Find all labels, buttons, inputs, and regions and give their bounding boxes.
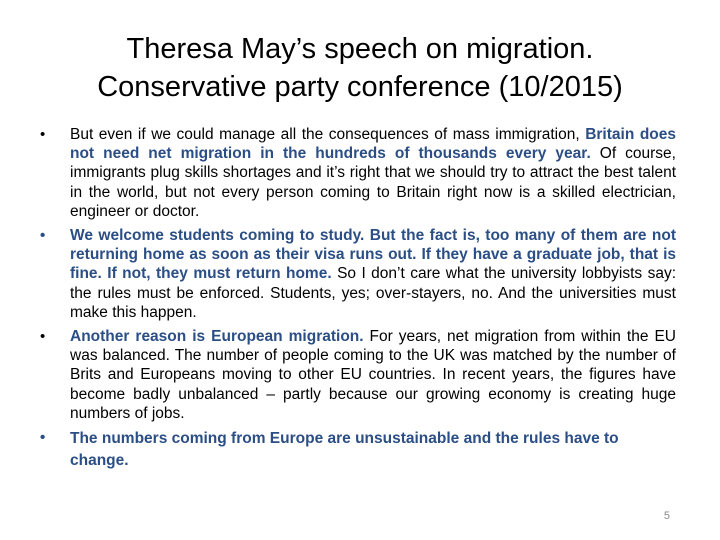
bullet-item [40, 125, 676, 221]
bullet-text: But even if we could manage all the consequences of mass immigration, [70, 126, 586, 143]
bullet-item [40, 226, 676, 322]
bullet-emphasis: Britain does not need net migration in the hundreds of thousands every year. [70, 126, 676, 163]
bullet-emphasis: Another reason is European migration. [70, 328, 364, 346]
page-number: 5 [663, 510, 670, 522]
bullet-emphasis: We welcome students coming to study. But the fact is, too many of them are not returning home as soon as their visa runs out. If they have a graduate job, that is fine. If not, they must return home. [70, 227, 676, 283]
bullet-list [40, 125, 676, 477]
slide-title [40, 30, 680, 106]
bullet-emphasis: The numbers coming from Europe are unsustainable and the rules have to change. [70, 430, 619, 470]
bullet-item [40, 428, 676, 472]
bullet-dot: • [40, 227, 46, 245]
bullet-text: For years, net migration from within the EU was balanced. The number of people coming to the UK was matched by the number of Brits and Europeans moving to other EU countries. In recent years, the figures have become badly unbalanced – partly because our growing economy is creating huge numbers of jobs. [70, 328, 676, 422]
bullet-dot: • [40, 429, 46, 447]
bullet-text: Of course, immigrants plug skills shortages and it’s right that we should try to attract the best talent in the world, but not every person coming to Britain right now is a skilled electrician, engineer or doctor. [70, 145, 676, 220]
title-line-2: Conservative party conference (10/2015) [97, 71, 623, 103]
bullet-text: So I don’t care what the university lobbyists say: the rules must be enforced. Students, yes; over-stayers, no. And the universities must make this happen. [70, 265, 676, 321]
bullet-dot: • [40, 126, 46, 143]
bullet-item [40, 327, 676, 423]
title-line-1: Theresa May’s speech on migration. [126, 33, 594, 65]
bullet-dot: • [40, 328, 46, 346]
